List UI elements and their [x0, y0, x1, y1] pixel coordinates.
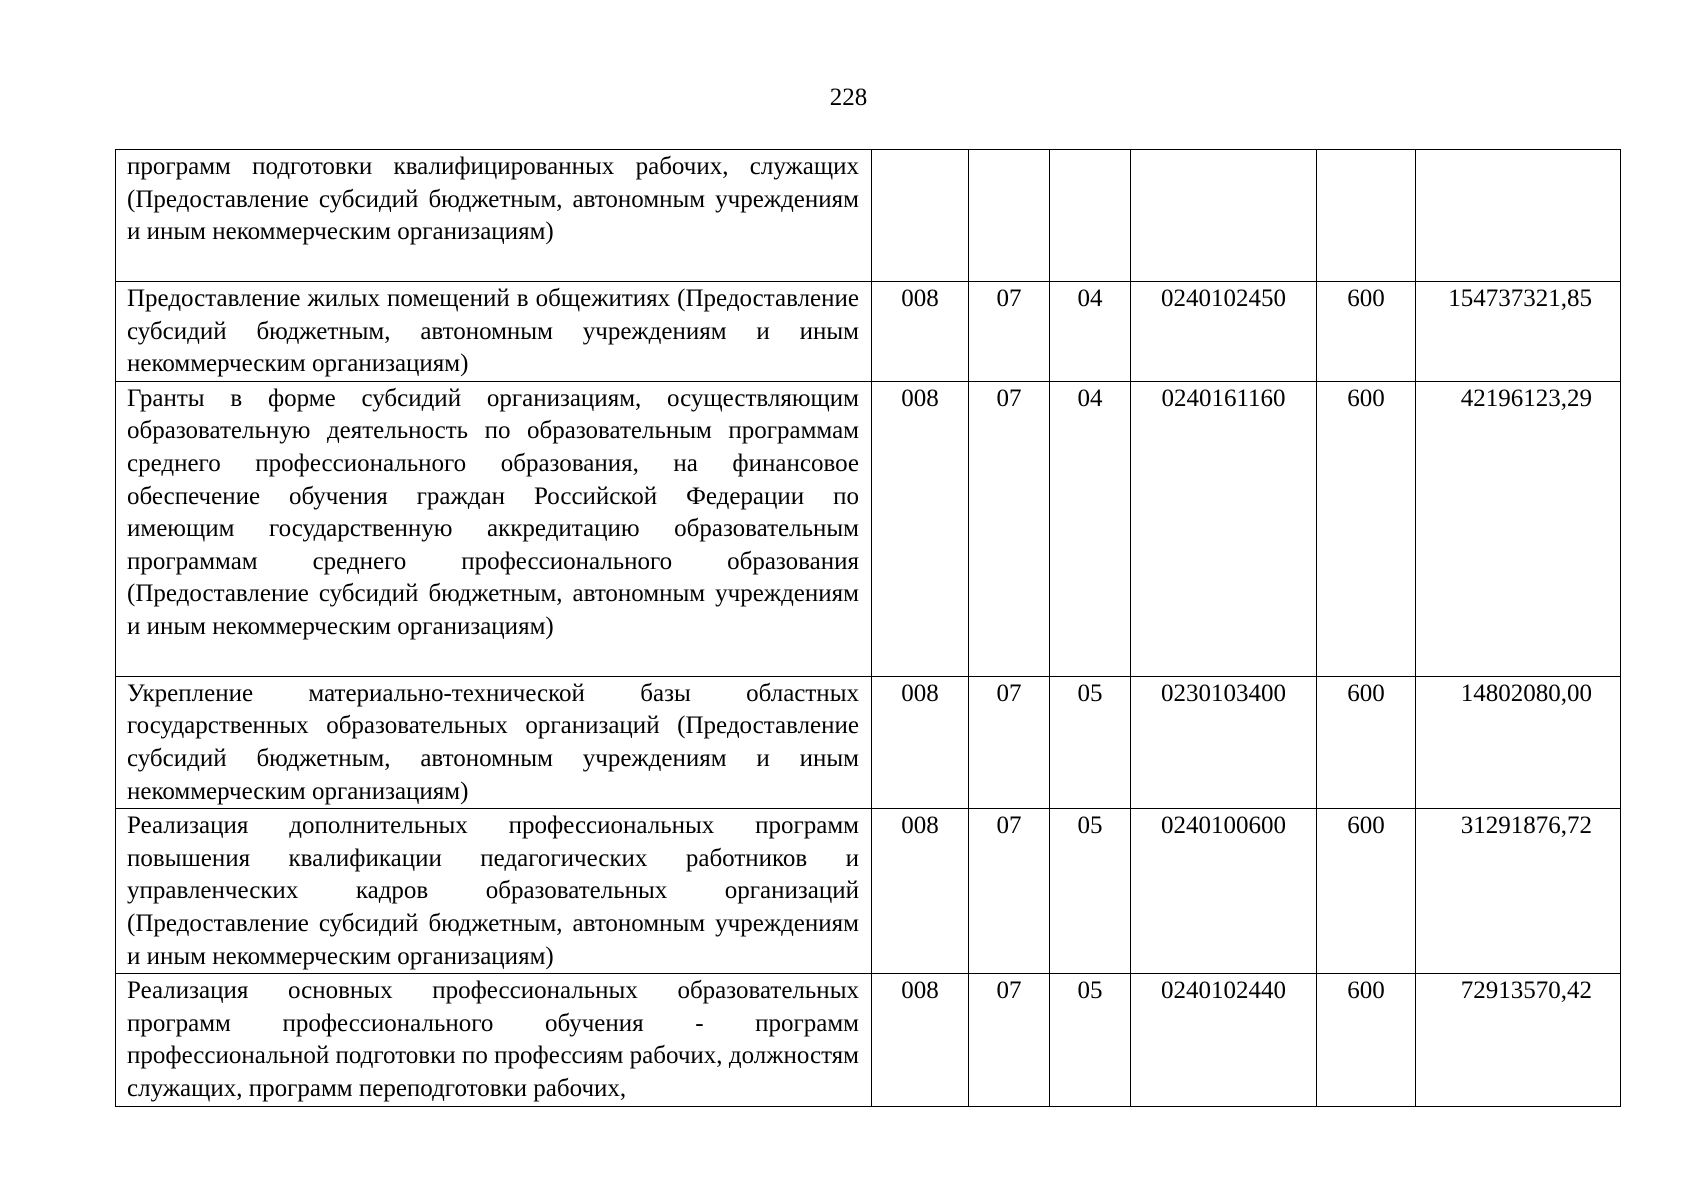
expense-type-code: 600	[1317, 282, 1416, 382]
subsection-code: 05	[1050, 809, 1131, 974]
expense-type-code: 600	[1317, 974, 1416, 1106]
budget-table	[115, 149, 1621, 1107]
ministry-code	[872, 150, 969, 282]
row-name: Реализация дополнительных профессиональных программ повышения квалификации педагогических работников и управленческих кадров образовательных организаций (Предоставление субсидий бюджетным, автономным учреждениям и иным некоммерческим организациям)	[116, 809, 872, 974]
ministry-code: 008	[872, 974, 969, 1106]
expense-type-code: 600	[1317, 676, 1416, 808]
subsection-code: 05	[1050, 676, 1131, 808]
ministry-code: 008	[872, 381, 969, 676]
target-article-code: 0240102450	[1131, 282, 1317, 382]
target-article-code: 0240100600	[1131, 809, 1317, 974]
ministry-code: 008	[872, 282, 969, 382]
section-code	[969, 150, 1050, 282]
amount: 42196123,29	[1416, 381, 1621, 676]
target-article-code: 0240161160	[1131, 381, 1317, 676]
amount	[1416, 150, 1621, 282]
target-article-code: 0240102440	[1131, 974, 1317, 1106]
expense-type-code: 600	[1317, 381, 1416, 676]
amount: 72913570,42	[1416, 974, 1621, 1106]
expense-type-code: 600	[1317, 809, 1416, 974]
section-code: 07	[969, 974, 1050, 1106]
table-row	[116, 809, 1621, 974]
table-row	[116, 381, 1621, 676]
table-row	[116, 282, 1621, 382]
expense-type-code	[1317, 150, 1416, 282]
row-name: Укрепление материально-технической базы областных государственных образовательных организаций (Предоставление субсидий бюджетным, автономным учреждениям и иным некоммерческим организациям)	[116, 676, 872, 808]
subsection-code	[1050, 150, 1131, 282]
table-row	[116, 150, 1621, 282]
table-row	[116, 974, 1621, 1106]
amount: 31291876,72	[1416, 809, 1621, 974]
table-row	[116, 676, 1621, 808]
row-name: Реализация основных профессиональных образовательных программ профессионального обучения - программ профессиональной подготовки по профессиям рабочих, должностям служащих, программ переподготовки рабочих,	[116, 974, 872, 1106]
ministry-code: 008	[872, 809, 969, 974]
ministry-code: 008	[872, 676, 969, 808]
section-code: 07	[969, 809, 1050, 974]
subsection-code: 04	[1050, 381, 1131, 676]
row-name: Гранты в форме субсидий организациям, осуществляющим образовательную деятельность по образовательным программам среднего профессионального образования, на финансовое обеспечение обучения граждан Российской Федерации по имеющим государственную аккредитацию образовательным программам среднего профессионального образования (Предоставление субсидий бюджетным, автономным учреждениям и иным некоммерческим организациям)	[116, 381, 872, 676]
section-code: 07	[969, 676, 1050, 808]
row-name: Предоставление жилых помещений в общежитиях (Предоставление субсидий бюджетным, автономным учреждениям и иным некоммерческим организациям)	[116, 282, 872, 382]
amount: 154737321,85	[1416, 282, 1621, 382]
amount: 14802080,00	[1416, 676, 1621, 808]
row-name: программ подготовки квалифицированных рабочих, служащих (Предоставление субсидий бюджетным, автономным учреждениям и иным некоммерческим организациям)	[116, 150, 872, 282]
target-article-code: 0230103400	[1131, 676, 1317, 808]
subsection-code: 04	[1050, 282, 1131, 382]
page-number: 228	[829, 84, 868, 111]
section-code: 07	[969, 381, 1050, 676]
target-article-code	[1131, 150, 1317, 282]
section-code: 07	[969, 282, 1050, 382]
subsection-code: 05	[1050, 974, 1131, 1106]
